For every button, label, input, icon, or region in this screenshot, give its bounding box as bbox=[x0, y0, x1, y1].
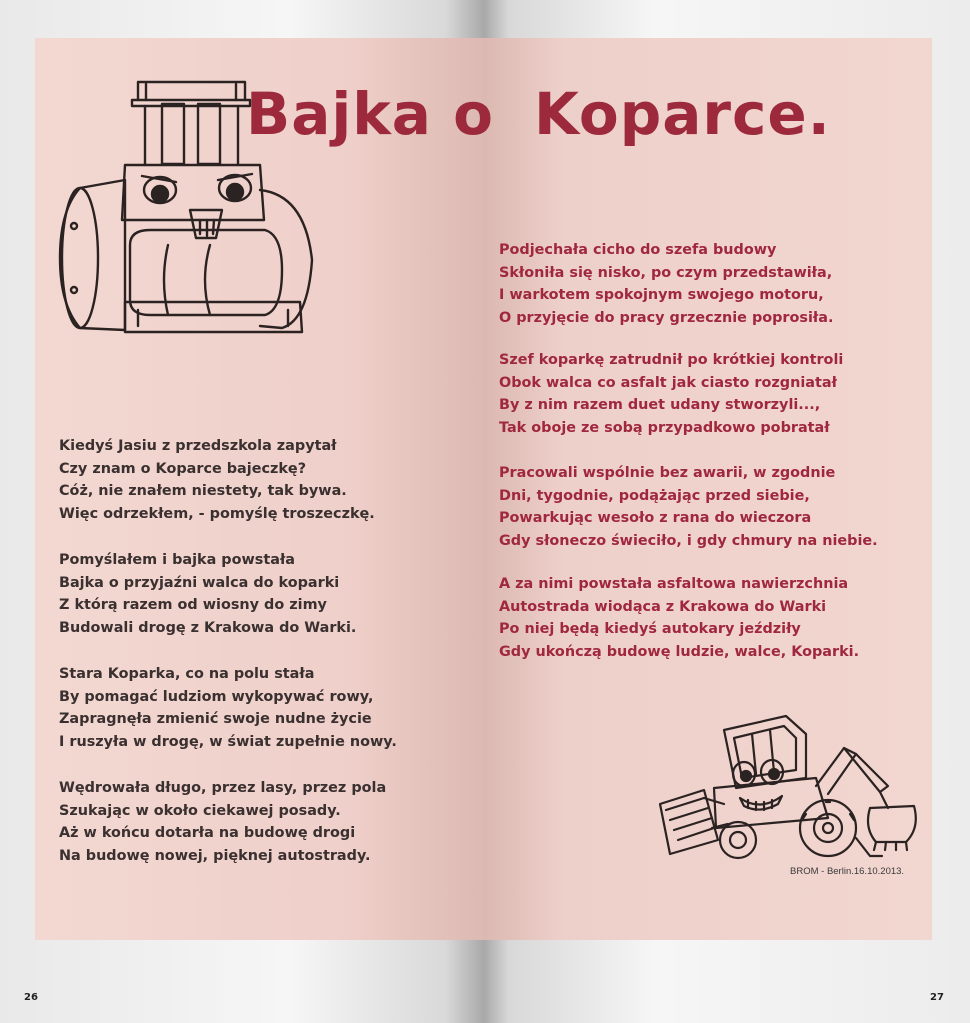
poem-line: Zapragnęła zmienić swoje nudne życie bbox=[59, 711, 372, 727]
poem-line: Podjechała cicho do szefa budowy bbox=[499, 242, 777, 258]
poem-line: Pracowali wspólnie bez awarii, w zgodnie bbox=[499, 465, 836, 481]
poem-line: Pomyślałem i bajka powstała bbox=[59, 552, 295, 568]
title-part-1: Bajka o bbox=[246, 80, 494, 148]
poem-line: O przyjęcie do pracy grzecznie poprosiła. bbox=[499, 309, 834, 326]
poem-line: I warkotem spokojnym swojego motoru, bbox=[499, 287, 824, 303]
poem-line: A za nimi powstała asfaltowa nawierzchnia bbox=[499, 576, 849, 592]
poem-line: Tak oboje ze sobą przypadkowo pobratał bbox=[499, 419, 830, 436]
poem-line: I ruszyła w drogę, w świat zupełnie nowy. bbox=[59, 733, 397, 750]
page-title bbox=[246, 80, 831, 148]
poem-line: Dni, tygodnie, podążając przed siebie, bbox=[499, 487, 810, 504]
right-stanza-1 bbox=[499, 239, 833, 329]
poem-line: Wędrowała długo, przez lasy, przez pola bbox=[59, 780, 387, 796]
poem-line: Stara Koparka, co na polu stała bbox=[59, 666, 315, 682]
poem-line: Aż w końcu dotarła na budowę drogi bbox=[59, 825, 356, 841]
poem-line: Szef koparkę zatrudnił po krótkiej kontroli bbox=[499, 352, 844, 368]
poem-line: Bajka o przyjaźni walca do koparki bbox=[59, 574, 340, 591]
page-number-right: 27 bbox=[930, 992, 944, 1003]
poem-line: Skłoniła się nisko, po czym przedstawiła, bbox=[499, 264, 833, 281]
poem-line: Powarkując wesoło z rana do wieczora bbox=[499, 510, 812, 526]
left-stanza-3 bbox=[59, 663, 397, 753]
poem-line: By z nim razem duet udany stworzyli..., bbox=[499, 397, 821, 413]
page-number-left: 26 bbox=[24, 992, 38, 1003]
poem-line: Z którą razem od wiosny do zimy bbox=[59, 597, 327, 613]
poem-line: Kiedyś Jasiu z przedszkola zapytał bbox=[59, 438, 337, 454]
excavator-illustration bbox=[656, 708, 928, 868]
right-stanza-2 bbox=[499, 349, 843, 439]
poem-line: Obok walca co asfalt jak ciasto rozgniatał bbox=[499, 374, 837, 391]
author-signature: BROM - Berlin.16.10.2013. bbox=[790, 866, 905, 877]
right-stanza-4 bbox=[499, 573, 859, 663]
poem-line: Gdy słoneczo świeciło, i gdy chmury na niebie. bbox=[499, 532, 878, 549]
title-part-2: Koparce. bbox=[533, 80, 831, 148]
poem-line: Więc odrzekłem, - pomyślę troszeczkę. bbox=[59, 505, 375, 522]
poem-line: Budowali drogę z Krakowa do Warki. bbox=[59, 619, 357, 636]
poem-line: Na budowę nowej, pięknej autostrady. bbox=[59, 847, 371, 864]
poem-line: Po niej będą kiedyś autokary jeździły bbox=[499, 621, 801, 637]
left-stanza-2 bbox=[59, 549, 356, 639]
poem-line: Czy znam o Koparce bajeczkę? bbox=[59, 460, 307, 477]
poem-line: Szukając w około ciekawej posady. bbox=[59, 802, 341, 819]
poem-line: By pomagać ludziom wykopywać rowy, bbox=[59, 688, 374, 705]
poem-line: Gdy ukończą budowę ludzie, walce, Koparki. bbox=[499, 643, 860, 660]
right-stanza-3 bbox=[499, 462, 878, 552]
left-stanza-1 bbox=[59, 435, 375, 525]
poem-line: Autostrada wiodąca z Krakowa do Warki bbox=[499, 598, 827, 615]
poem-line: Cóż, nie znałem niestety, tak bywa. bbox=[59, 483, 347, 499]
left-stanza-4 bbox=[59, 777, 386, 867]
